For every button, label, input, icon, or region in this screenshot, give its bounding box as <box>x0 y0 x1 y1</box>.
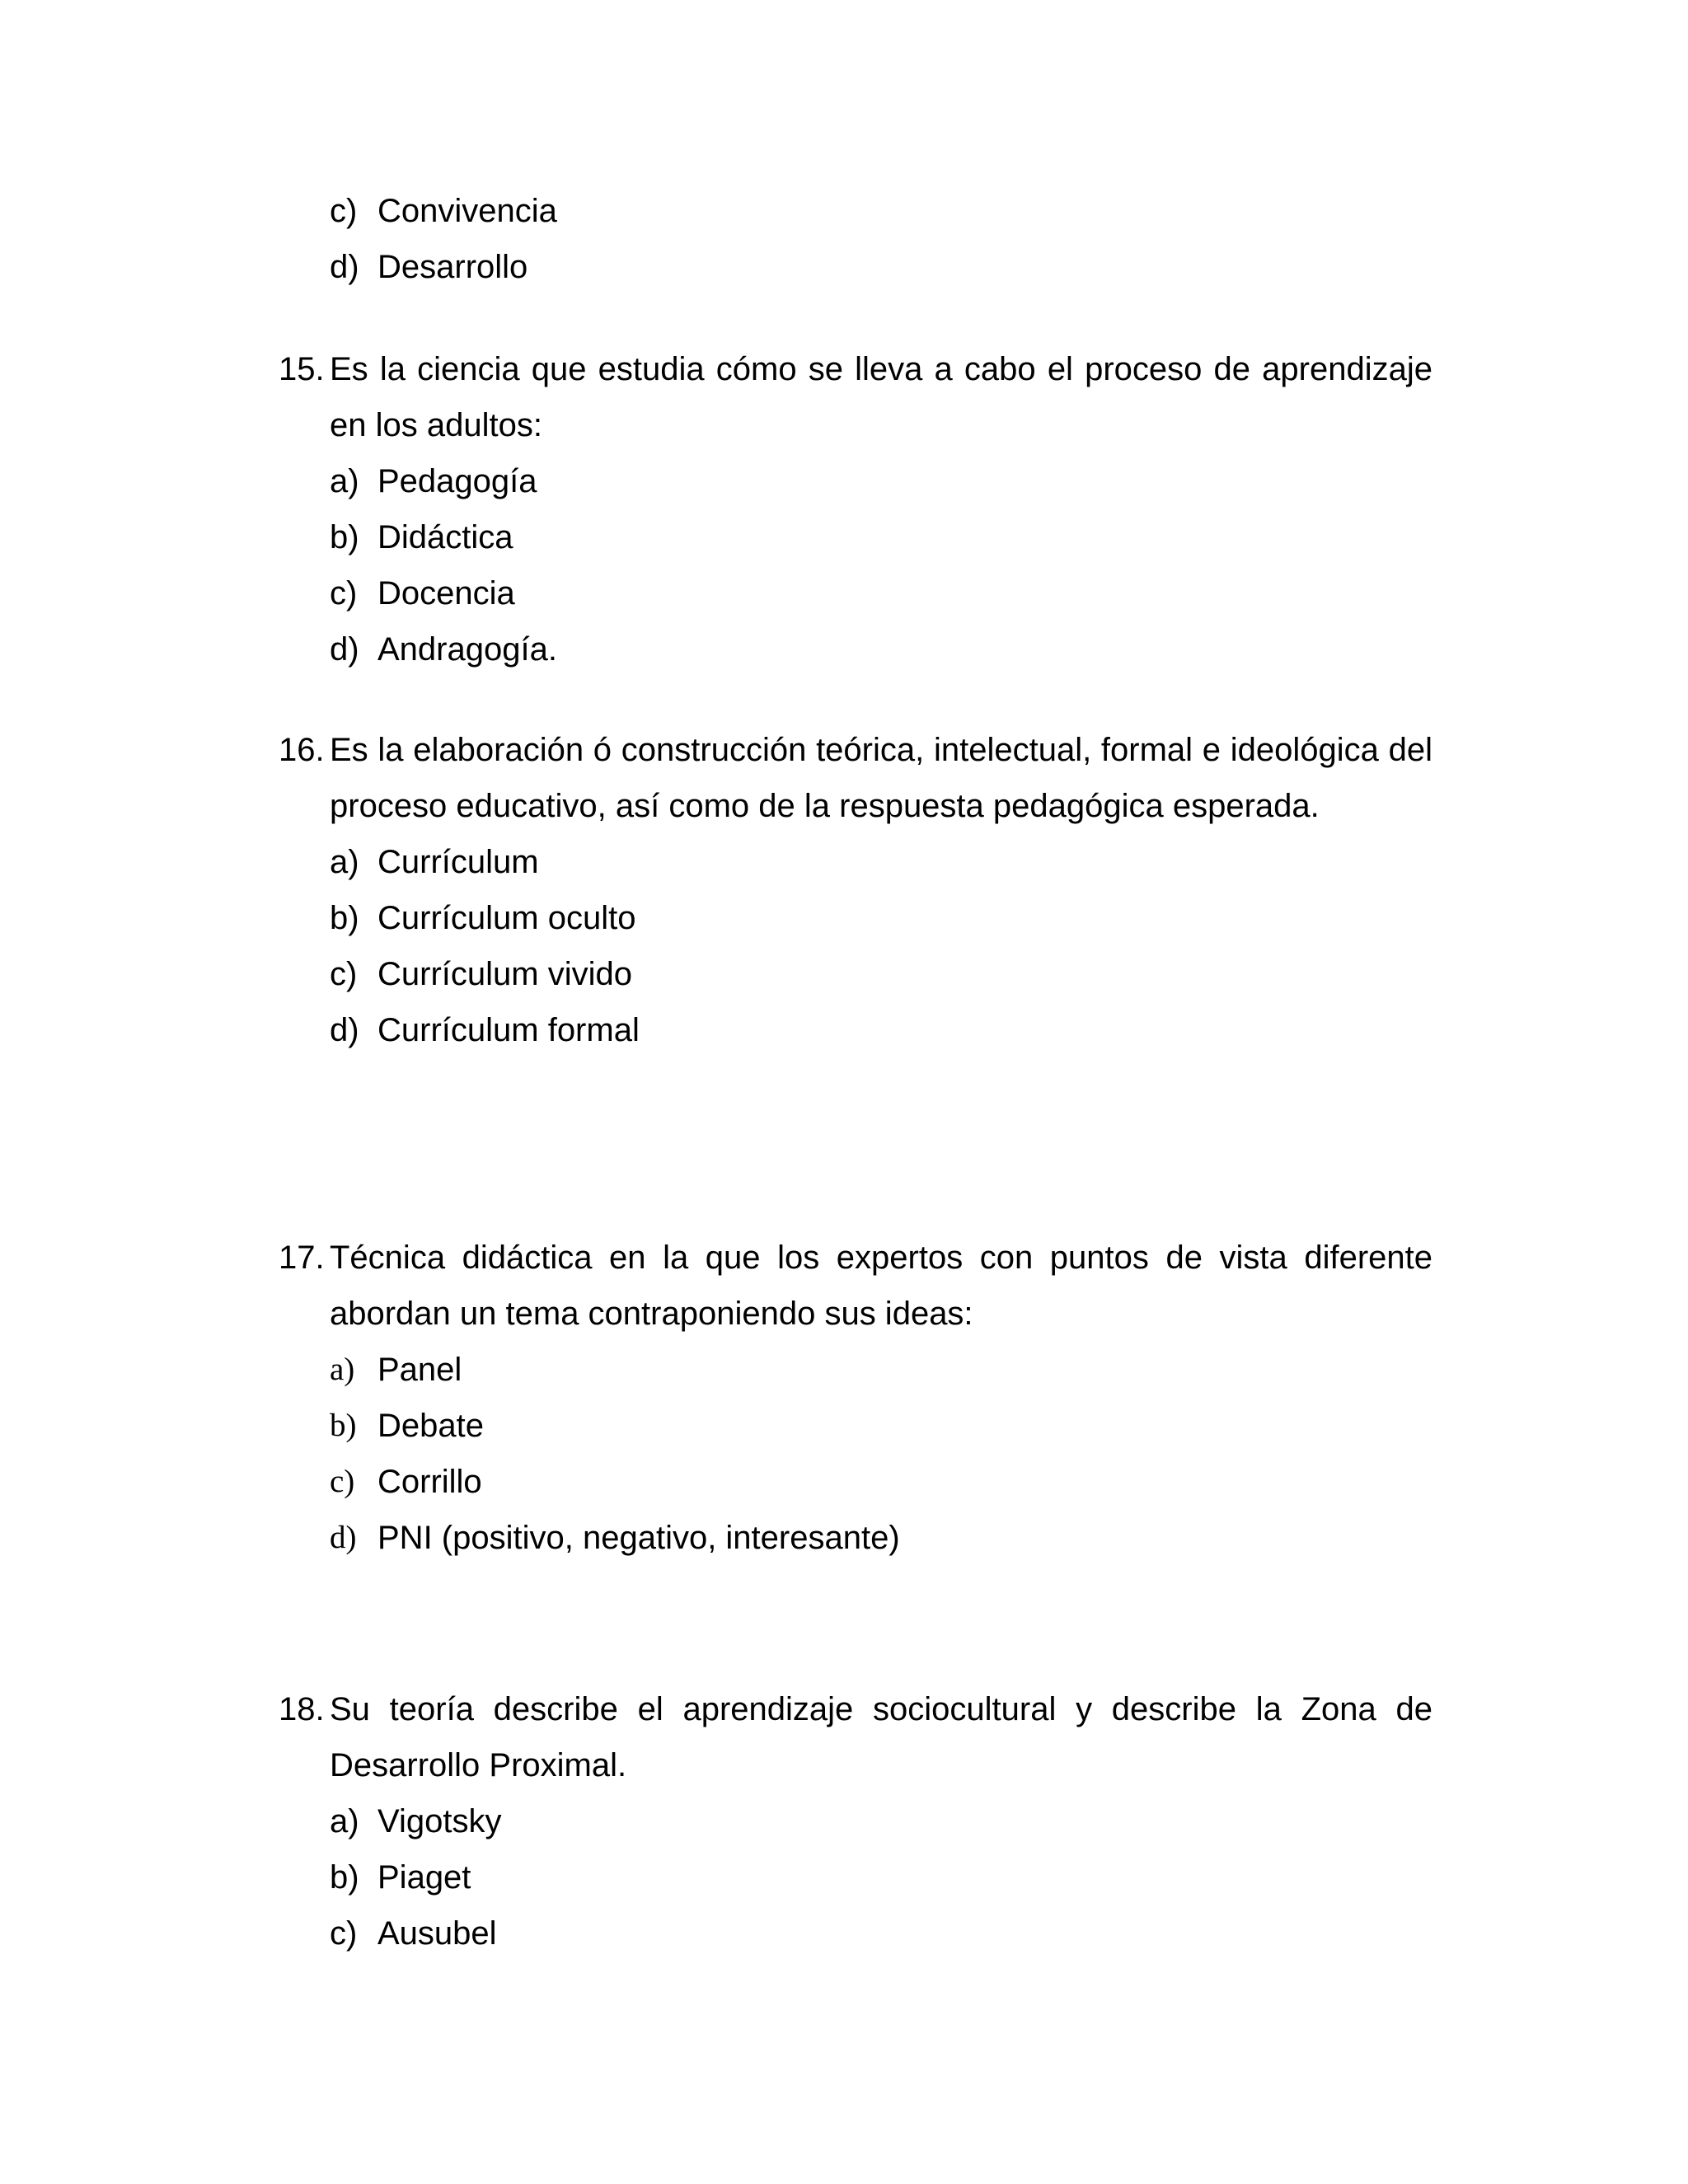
option-text: Currículum formal <box>377 1012 640 1048</box>
question-text <box>330 1681 1432 1793</box>
option-text: Panel <box>377 1352 462 1388</box>
option-text: Desarrollo <box>377 249 528 285</box>
question-line: abordan un tema contraponiendo sus ideas: <box>330 1296 973 1332</box>
option-letter: d) <box>330 1012 359 1048</box>
option-letter: c) <box>330 1464 355 1499</box>
question-number: 18. <box>279 1691 325 1727</box>
answer-options <box>0 1342 1688 1566</box>
answer-option <box>0 946 1688 1002</box>
question-line: Es la elaboración ó construcción teórica, intelectual, formal e ideológica del <box>330 732 1432 768</box>
answer-option <box>0 509 1688 565</box>
option-text: Vigotsky <box>377 1803 502 1840</box>
option-letter: d) <box>330 1520 357 1555</box>
answer-option <box>0 239 1688 295</box>
answer-option <box>0 834 1688 890</box>
option-letter: a) <box>330 463 359 499</box>
question-text <box>330 341 1432 453</box>
answer-options <box>0 1793 1688 1961</box>
answer-option <box>0 453 1688 509</box>
option-letter: c) <box>330 575 358 612</box>
question-text <box>330 1230 1432 1342</box>
option-letter: a) <box>330 844 359 880</box>
option-text: PNI (positivo, negativo, interesante) <box>377 1520 900 1556</box>
answer-option <box>0 1849 1688 1905</box>
option-text: Currículum oculto <box>377 900 636 936</box>
question-line: Su teoría describe el aprendizaje sociocultural y describe la Zona de <box>330 1691 1432 1727</box>
answer-option <box>0 890 1688 946</box>
question-number: 16. <box>279 732 325 768</box>
option-letter: c) <box>330 956 358 992</box>
answer-options <box>0 453 1688 677</box>
answer-option <box>0 1454 1688 1510</box>
question-number: 15. <box>279 351 325 387</box>
option-letter: d) <box>330 249 359 285</box>
answer-option <box>0 1510 1688 1566</box>
option-text: Didáctica <box>377 519 513 555</box>
question-number: 17. <box>279 1240 325 1276</box>
answer-option <box>0 565 1688 621</box>
option-text: Ausubel <box>377 1915 497 1952</box>
question-line: proceso educativo, así como de la respuesta pedagógica esperada. <box>330 788 1320 824</box>
option-letter: a) <box>330 1803 359 1840</box>
answer-option <box>0 183 1688 239</box>
option-text: Currículum <box>377 844 539 880</box>
option-text: Andragogía. <box>377 631 557 668</box>
option-text: Debate <box>377 1408 484 1444</box>
option-letter: c) <box>330 193 358 229</box>
option-letter: b) <box>330 519 359 555</box>
answer-option <box>0 621 1688 677</box>
question-text <box>330 722 1432 834</box>
question-line: Técnica didáctica en la que los expertos con puntos de vista diferente <box>330 1240 1432 1276</box>
answer-option <box>0 1002 1688 1058</box>
option-letter: b) <box>330 900 359 936</box>
option-letter: b) <box>330 1408 357 1443</box>
question-line: Desarrollo Proximal. <box>330 1747 627 1783</box>
option-text: Pedagogía <box>377 463 537 499</box>
question-line: en los adultos: <box>330 407 542 443</box>
option-text: Corrillo <box>377 1464 482 1500</box>
answer-option <box>0 1793 1688 1849</box>
option-text: Convivencia <box>377 193 557 229</box>
answer-option <box>0 1342 1688 1398</box>
option-letter: c) <box>330 1915 358 1952</box>
question-line: Es la ciencia que estudia cómo se lleva a cabo el proceso de aprendizaje <box>330 351 1432 387</box>
answer-option <box>0 1398 1688 1454</box>
option-letter: a) <box>330 1352 355 1387</box>
option-text: Currículum vivido <box>377 956 632 992</box>
answer-options <box>0 834 1688 1058</box>
answer-option <box>0 1905 1688 1961</box>
option-text: Docencia <box>377 575 515 612</box>
option-text: Piaget <box>377 1859 471 1896</box>
option-letter: d) <box>330 631 359 668</box>
continued-options <box>0 183 1688 295</box>
option-letter: b) <box>330 1859 359 1896</box>
